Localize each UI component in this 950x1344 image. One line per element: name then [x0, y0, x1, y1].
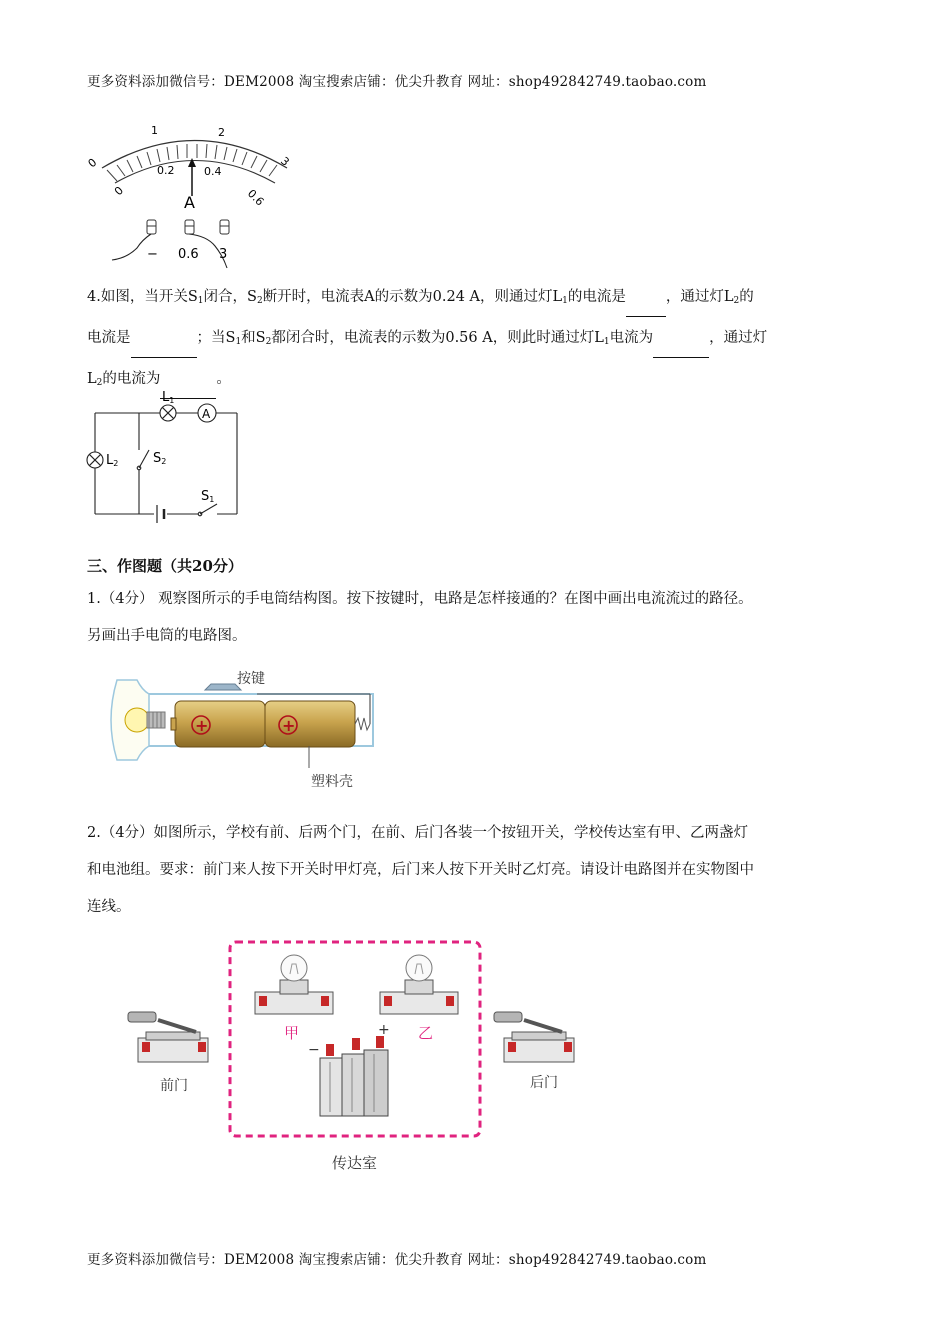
back-door-switch[interactable] — [494, 1012, 574, 1062]
terminal-minus: − — [147, 247, 158, 262]
lamp-b-label: 乙 — [418, 1024, 434, 1042]
battery — [157, 505, 164, 523]
circuit-diagram — [87, 388, 247, 523]
svg-text:+: + — [195, 716, 209, 735]
battery-plus-2 — [279, 716, 297, 735]
label-l2: L2 — [106, 453, 119, 468]
upper-scale-3: 3 — [278, 154, 292, 169]
question-4: 4.如图，当开关$S_1$闭合，$S_2$断开时，电流表A的示数为0.24 A，则通过灯$L_1$的电流是 ，通过灯$L_2$的 电流是 ；当$S_1$和$S_2$都闭合时，电流表的示数为0.56 A，则此时通过灯$L_1$电流为 ，通过灯 $L_2$的电流为 。 — [87, 279, 877, 402]
button-label: 按键 — [237, 671, 265, 687]
battery-pack[interactable] — [320, 1036, 388, 1116]
lower-scale-0: 0 — [111, 183, 127, 199]
shell-label: 塑料壳 — [311, 774, 353, 790]
spring — [355, 718, 370, 730]
circuit-ammeter — [198, 404, 216, 422]
page-header: 更多资料添加微信号：DEM2008 淘宝搜索店铺：优尖升教育 网址：shop492842749.taobao.com — [87, 74, 707, 90]
section-title: 三、作图题（共20分） — [87, 557, 243, 575]
lead-wire-left — [112, 234, 151, 260]
answer-blank-1[interactable] — [626, 279, 666, 317]
svg-text:+: + — [282, 716, 296, 735]
battery-1 — [175, 701, 265, 747]
label-s2: S2 — [153, 451, 167, 466]
upper-scale-0: 0 — [85, 155, 100, 171]
question-2: 2.（4分）如图所示，学校有前、后两个门，在前、后门各装一个按钮开关，学校传达室有甲、乙两盏灯 和电池组。要求：前门来人按下开关时甲灯亮，后门来人按下开关时乙灯亮。请设计电路图并在实物图中 连线。 — [87, 825, 754, 915]
bulb — [125, 708, 149, 732]
page-footer: 更多资料添加微信号：DEM2008 淘宝搜索店铺：优尖升教育 网址：shop492842749.taobao.com — [87, 1252, 707, 1268]
battery-plus: + — [378, 1022, 390, 1038]
answer-blank-3[interactable] — [653, 320, 709, 358]
ammeter-figure — [87, 118, 307, 268]
room-label: 传达室 — [332, 1154, 378, 1172]
ammeter-symbol: A — [184, 193, 195, 212]
switch-s2 — [137, 450, 149, 470]
terminal-06: 0.6 — [178, 247, 199, 262]
back-door-label: 后门 — [530, 1075, 558, 1091]
lower-scale-2: 0.4 — [204, 165, 222, 178]
upper-scale-2: 2 — [218, 126, 225, 139]
upper-scale-1: 1 — [151, 124, 158, 137]
terminal-posts — [147, 220, 229, 234]
lamp-l1 — [160, 405, 176, 421]
label-s1: S1 — [201, 489, 215, 504]
lower-scale-3: 0.6 — [244, 186, 267, 209]
label-l1: L1 — [162, 390, 175, 405]
press-button — [205, 684, 241, 690]
terminal-3: 3 — [219, 247, 228, 262]
flashlight-figure — [87, 668, 387, 793]
lamp-b[interactable] — [380, 955, 458, 1014]
front-door-switch[interactable] — [128, 1012, 208, 1062]
question-1: 1.（4分） 观察图所示的手电筒结构图。按下按键时，电路是怎样接通的？在图中画出电流流过的路径。 另画出手电筒的电路图。 — [87, 591, 753, 644]
battery-plus-1 — [192, 716, 210, 735]
front-door-label: 前门 — [160, 1078, 188, 1094]
answer-blank-2[interactable] — [131, 320, 197, 358]
lamp-a[interactable] — [255, 955, 333, 1014]
svg-text:A: A — [202, 407, 211, 421]
school-circuit-figure — [120, 940, 590, 1175]
lamp-l2 — [87, 452, 103, 468]
battery-minus: − — [308, 1042, 320, 1058]
lamp-a-label: 甲 — [284, 1024, 300, 1042]
lower-scale-1: 0.2 — [157, 164, 175, 177]
switch-s1 — [198, 504, 217, 516]
